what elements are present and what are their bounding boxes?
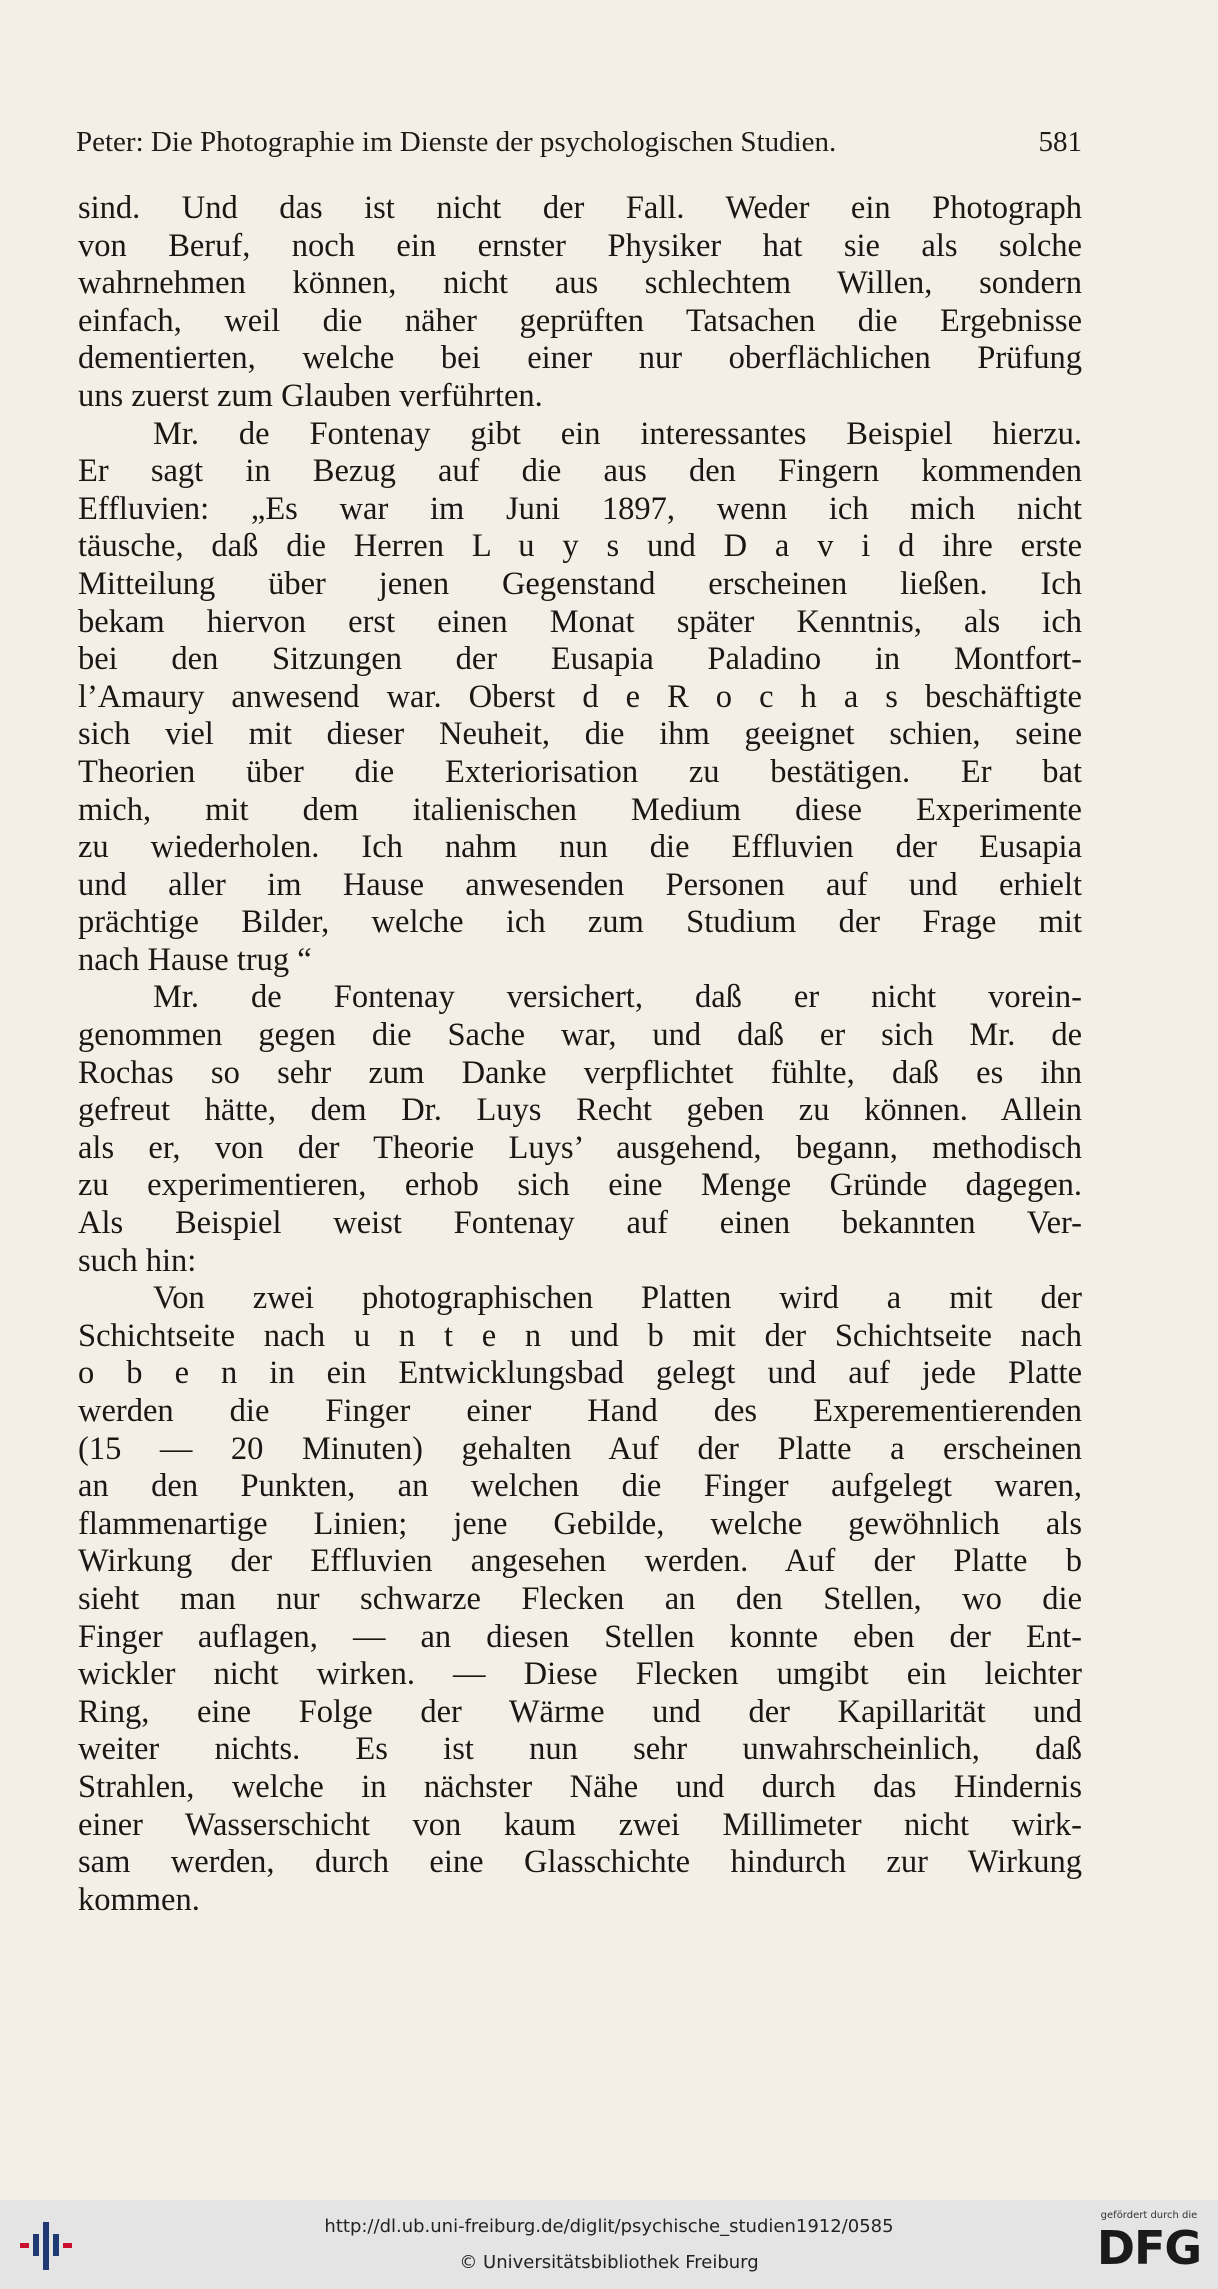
- text-line: flammenartige Linien; jene Gebilde, welche gewöhnlich als: [78, 1505, 1082, 1542]
- text-line: l’Amaury anwesend war. Oberst d e R o c h a s beschäftigte: [78, 678, 1082, 715]
- text-line: Rochas so sehr zum Danke verpflichtet fühlte, daß es ihn: [78, 1054, 1082, 1091]
- text-line: prächtige Bilder, welche ich zum Studium der Frage mit: [78, 904, 1082, 941]
- text-line: nach Hause trug “: [78, 941, 312, 978]
- text-line: genommen gegen die Sache war, und daß er sich Mr. de: [78, 1017, 1082, 1054]
- text-line: bekam hiervon erst einen Monat später Kenntnis, als ich: [78, 603, 1082, 640]
- text-line: einfach, weil die näher geprüften Tatsachen die Ergebnisse: [78, 302, 1082, 339]
- text-line: an den Punkten, an welchen die Finger aufgelegt waren,: [78, 1468, 1082, 1505]
- text-line: such hin:: [78, 1242, 197, 1279]
- text-line: Er sagt in Bezug auf die aus den Fingern kommenden: [78, 453, 1082, 490]
- text-line: o b e n in ein Entwicklungsbad gelegt und auf jede Platte: [78, 1355, 1082, 1392]
- text-line: und aller im Hause anwesenden Personen auf und erhielt: [78, 866, 1082, 903]
- text-line: Strahlen, welche in nächster Nähe und durch das Hindernis: [78, 1768, 1082, 1805]
- text-line: Als Beispiel weist Fontenay auf einen bekannten Ver-: [78, 1205, 1082, 1242]
- text-line: zu experimentieren, erhob sich eine Menge Gründe dagegen.: [78, 1167, 1082, 1204]
- text-line: sieht man nur schwarze Flecken an den Stellen, wo die: [78, 1580, 1082, 1617]
- running-head: [76, 126, 1082, 159]
- text-line: dementierten, welche bei einer nur oberflächlichen Prüfung: [78, 340, 1082, 377]
- text-line: uns zuerst zum Glauben verführten.: [78, 377, 543, 414]
- running-title: Peter: Die Photographie im Dienste der psychologischen Studien.: [76, 126, 837, 158]
- text-line: mich, mit dem italienischen Medium diese Experimente: [78, 791, 1082, 828]
- text-line: wickler nicht wirken. — Diese Flecken umgibt ein leichter: [78, 1656, 1082, 1693]
- footer-url-link[interactable]: http://dl.ub.uni-freiburg.de/diglit/psychische_studien1912/0585: [324, 2216, 894, 2237]
- text-line: sam werden, durch eine Glasschichte hindurch zur Wirkung: [78, 1844, 1082, 1881]
- text-line: Von zwei photographischen Platten wird a mit der: [153, 1280, 1082, 1317]
- page-number: 581: [1038, 126, 1082, 158]
- text-line: zu wiederholen. Ich nahm nun die Effluvien der Eusapia: [78, 829, 1082, 866]
- text-line: Ring, eine Folge der Wärme und der Kapillarität und: [78, 1693, 1082, 1730]
- dfg-logo: DFG: [1096, 2221, 1202, 2275]
- text-line: täusche, daß die Herren L u y s und D a v i d ihre erste: [78, 528, 1082, 565]
- text-line: sich viel mit dieser Neuheit, die ihm geeignet schien, seine: [78, 716, 1082, 753]
- text-line: kommen.: [78, 1881, 200, 1918]
- text-line: von Beruf, noch ein ernster Physiker hat sie als solche: [78, 227, 1082, 264]
- text-line: bei den Sitzungen der Eusapia Paladino in Montfort-: [78, 641, 1082, 678]
- text-line: Theorien über die Exteriorisation zu bestätigen. Er bat: [78, 753, 1082, 790]
- text-line: Finger auflagen, — an diesen Stellen konnte eben der Ent-: [78, 1618, 1082, 1655]
- text-line: Mr. de Fontenay versichert, daß er nicht vorein-: [153, 979, 1082, 1016]
- text-line: Mitteilung über jenen Gegenstand erscheinen ließen. Ich: [78, 565, 1082, 602]
- text-line: wahrnehmen können, nicht aus schlechtem Willen, sondern: [78, 265, 1082, 302]
- dfg-sponsor[interactable]: [1094, 2210, 1204, 2274]
- text-line: Wirkung der Effluvien angesehen werden. Auf der Platte b: [78, 1543, 1082, 1580]
- text-line: weiter nichts. Es ist nun sehr unwahrscheinlich, daß: [78, 1731, 1082, 1768]
- text-line: gefreut hätte, dem Dr. Luys Recht geben zu können. Allein: [78, 1092, 1082, 1129]
- text-line: (15 — 20 Minuten) gehalten Auf der Platte a erscheinen: [78, 1430, 1082, 1467]
- footer-bar: [0, 2200, 1218, 2289]
- sponsor-caption: gefördert durch die: [1100, 2210, 1198, 2221]
- text-line: werden die Finger einer Hand des Experementierenden: [78, 1393, 1082, 1429]
- text-line: sind. Und das ist nicht der Fall. Weder ein Photograph: [78, 190, 1082, 226]
- text-line: einer Wasserschicht von kaum zwei Millimeter nicht wirk-: [78, 1806, 1082, 1843]
- text-line: Mr. de Fontenay gibt ein interessantes Beispiel hierzu.: [153, 415, 1082, 452]
- text-line: Effluvien: „Es war im Juni 1897, wenn ich mich nicht: [78, 490, 1082, 527]
- text-line: als er, von der Theorie Luys’ ausgehend, begann, methodisch: [78, 1129, 1082, 1166]
- footer-copyright: © Universitätsbibliothek Freiburg: [459, 2252, 759, 2273]
- body-text: [78, 190, 1082, 1919]
- text-line: Schichtseite nach u n t e n und b mit der Schichtseite nach: [78, 1317, 1082, 1354]
